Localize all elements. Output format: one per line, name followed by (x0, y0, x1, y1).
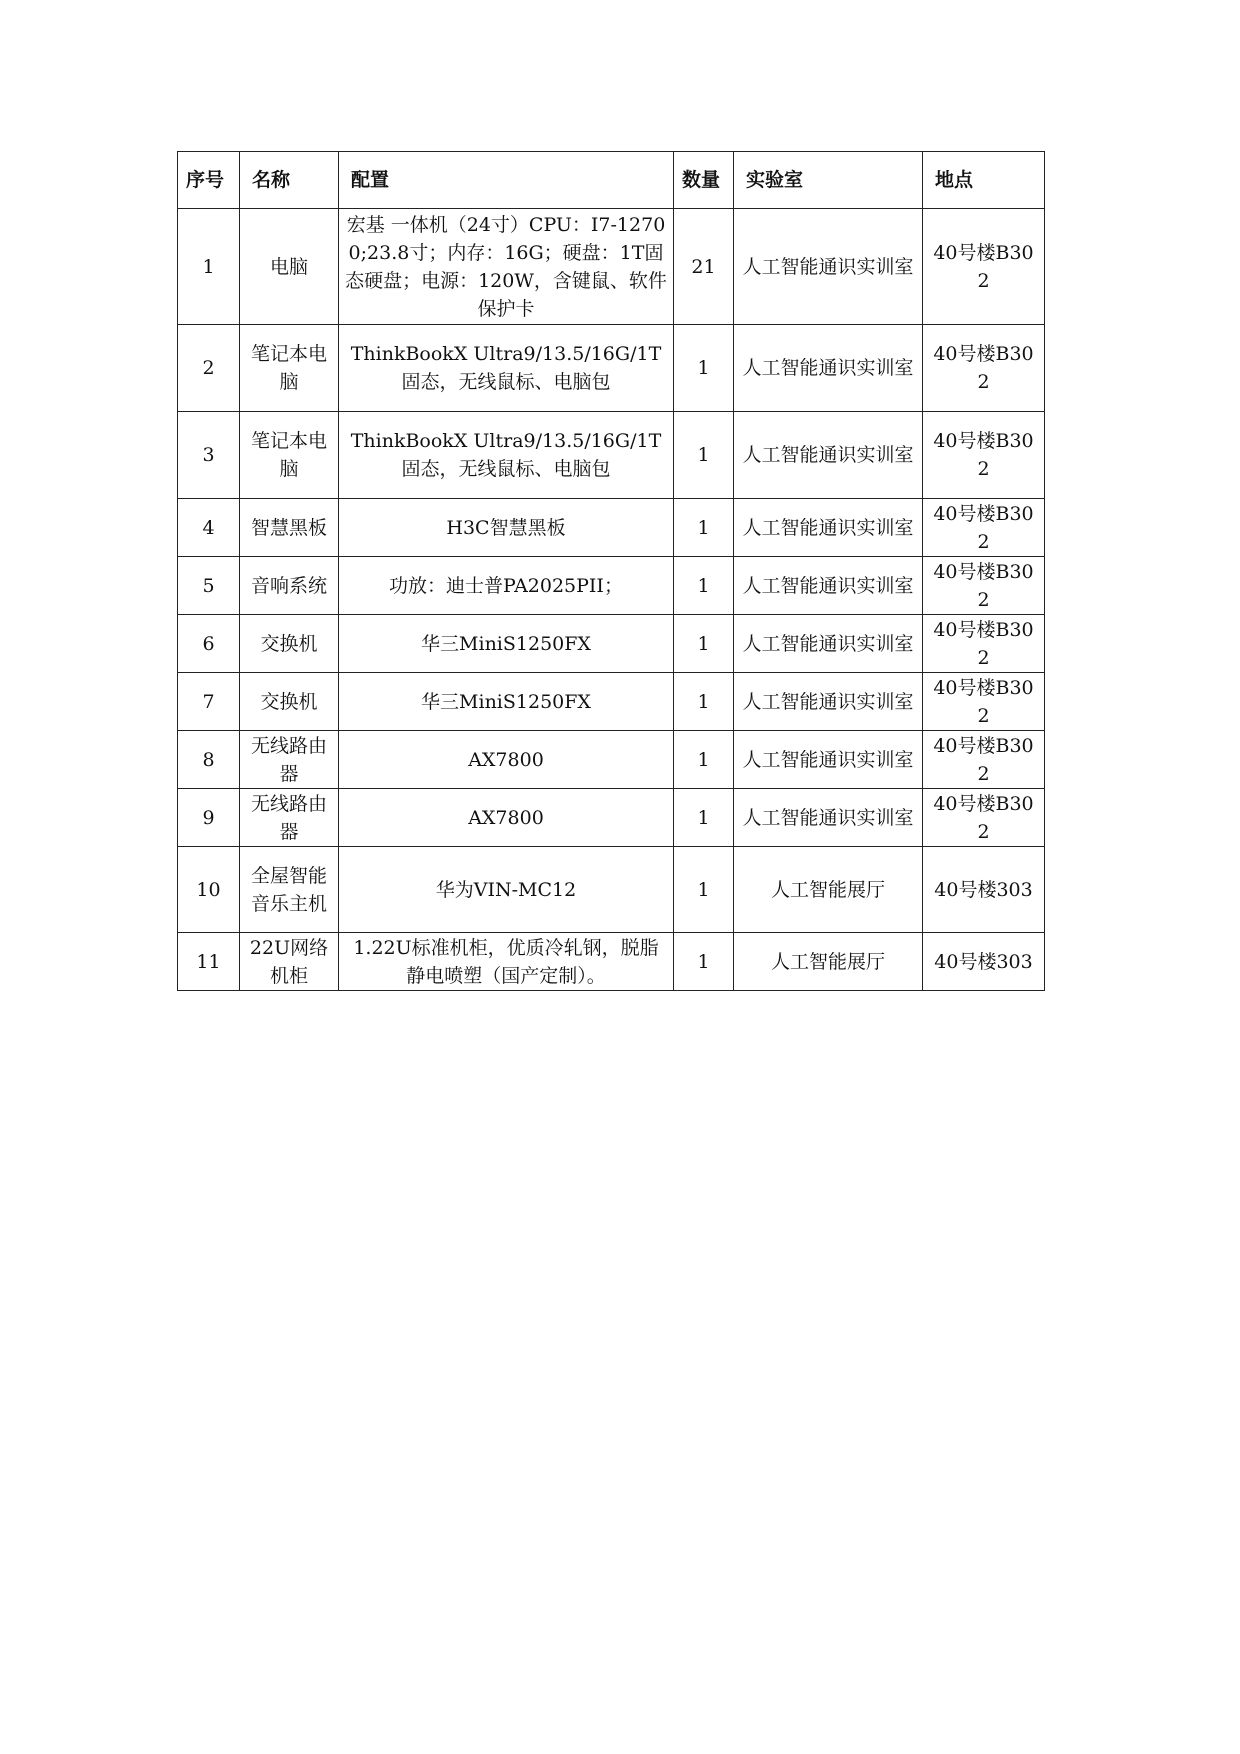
cell-qty: 1 (674, 615, 734, 673)
equipment-table (177, 151, 1045, 991)
cell-seq: 9 (178, 789, 240, 847)
cell-config: ThinkBookX Ultra9/13.5/16G/1T固态，无线鼠标、电脑包 (339, 412, 674, 499)
cell-location: 40号楼B302 (923, 557, 1045, 615)
cell-location: 40号楼B302 (923, 209, 1045, 325)
cell-location: 40号楼B302 (923, 615, 1045, 673)
header-seq: 序号 (178, 152, 240, 209)
cell-name: 交换机 (240, 673, 339, 731)
table-row (178, 325, 1045, 412)
cell-lab: 人工智能通识实训室 (734, 789, 923, 847)
cell-config: 功放：迪士普PA2025PII； (339, 557, 674, 615)
cell-config: AX7800 (339, 789, 674, 847)
cell-lab: 人工智能通识实训室 (734, 412, 923, 499)
cell-seq: 4 (178, 499, 240, 557)
cell-location: 40号楼B302 (923, 789, 1045, 847)
cell-qty: 1 (674, 499, 734, 557)
table-row (178, 847, 1045, 933)
table-row (178, 412, 1045, 499)
cell-qty: 1 (674, 325, 734, 412)
table-row (178, 209, 1045, 325)
cell-lab: 人工智能通识实训室 (734, 673, 923, 731)
cell-name: 笔记本电脑 (240, 325, 339, 412)
cell-name: 电脑 (240, 209, 339, 325)
cell-config: 1.22U标准机柜，优质冷轧钢，脱脂静电喷塑（国产定制）。 (339, 933, 674, 991)
cell-name: 22U网络机柜 (240, 933, 339, 991)
cell-name: 音响系统 (240, 557, 339, 615)
cell-config: H3C智慧黑板 (339, 499, 674, 557)
cell-name: 交换机 (240, 615, 339, 673)
table-row (178, 499, 1045, 557)
cell-location: 40号楼B302 (923, 731, 1045, 789)
table-header-row (178, 152, 1045, 209)
cell-qty: 1 (674, 933, 734, 991)
table-row (178, 615, 1045, 673)
cell-name: 笔记本电脑 (240, 412, 339, 499)
cell-seq: 2 (178, 325, 240, 412)
cell-lab: 人工智能通识实训室 (734, 499, 923, 557)
cell-location: 40号楼B302 (923, 499, 1045, 557)
cell-qty: 1 (674, 412, 734, 499)
cell-qty: 1 (674, 673, 734, 731)
cell-lab: 人工智能展厅 (734, 847, 923, 933)
table-row (178, 557, 1045, 615)
cell-config: ThinkBookX Ultra9/13.5/16G/1T固态，无线鼠标、电脑包 (339, 325, 674, 412)
header-location: 地点 (923, 152, 1045, 209)
cell-name: 无线路由器 (240, 731, 339, 789)
cell-qty: 1 (674, 731, 734, 789)
cell-seq: 5 (178, 557, 240, 615)
cell-location: 40号楼B302 (923, 673, 1045, 731)
cell-seq: 7 (178, 673, 240, 731)
header-name: 名称 (240, 152, 339, 209)
cell-location: 40号楼303 (923, 933, 1045, 991)
cell-lab: 人工智能通识实训室 (734, 557, 923, 615)
table-row (178, 731, 1045, 789)
cell-location: 40号楼303 (923, 847, 1045, 933)
table-row (178, 933, 1045, 991)
cell-config: 华为VIN-MC12 (339, 847, 674, 933)
cell-qty: 1 (674, 789, 734, 847)
cell-seq: 1 (178, 209, 240, 325)
cell-seq: 10 (178, 847, 240, 933)
cell-config: 华三MiniS1250FX (339, 615, 674, 673)
cell-seq: 6 (178, 615, 240, 673)
header-lab: 实验室 (734, 152, 923, 209)
cell-name: 全屋智能音乐主机 (240, 847, 339, 933)
cell-qty: 1 (674, 847, 734, 933)
cell-lab: 人工智能展厅 (734, 933, 923, 991)
header-qty: 数量 (674, 152, 734, 209)
cell-name: 智慧黑板 (240, 499, 339, 557)
cell-lab: 人工智能通识实训室 (734, 325, 923, 412)
cell-location: 40号楼B302 (923, 325, 1045, 412)
table-row (178, 789, 1045, 847)
cell-config: 华三MiniS1250FX (339, 673, 674, 731)
table-row (178, 673, 1045, 731)
cell-lab: 人工智能通识实训室 (734, 615, 923, 673)
cell-seq: 8 (178, 731, 240, 789)
cell-seq: 11 (178, 933, 240, 991)
cell-location: 40号楼B302 (923, 412, 1045, 499)
header-config: 配置 (339, 152, 674, 209)
cell-seq: 3 (178, 412, 240, 499)
cell-name: 无线路由器 (240, 789, 339, 847)
cell-config: 宏基 一体机（24寸）CPU：I7-12700;23.8寸；内存：16G；硬盘：1T固态硬盘；电源：120W，含键鼠、软件保护卡 (339, 209, 674, 325)
cell-lab: 人工智能通识实训室 (734, 209, 923, 325)
cell-config: AX7800 (339, 731, 674, 789)
cell-qty: 1 (674, 557, 734, 615)
cell-qty: 21 (674, 209, 734, 325)
cell-lab: 人工智能通识实训室 (734, 731, 923, 789)
